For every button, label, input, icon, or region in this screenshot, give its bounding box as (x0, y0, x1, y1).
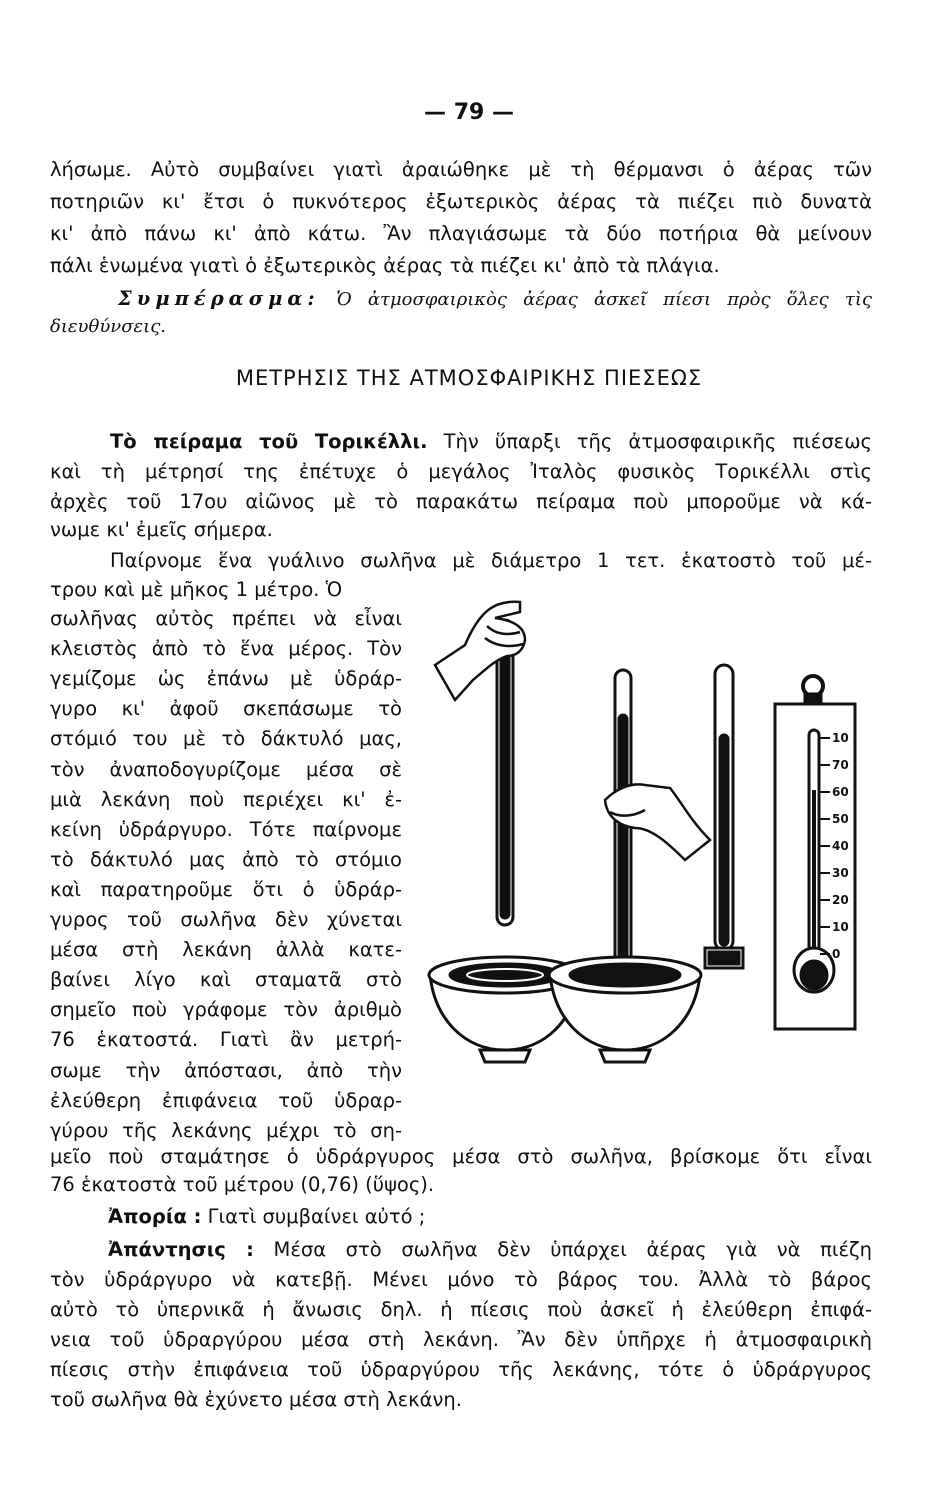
procedure-line: Παίρνομε ἕνα γυάλινο σωλῆνα μὲ διάμετρο 1 τετ. ἑκατοστὸ τοῦ μέ- (110, 549, 872, 572)
conclusion-label: Συμπέρασμα: (118, 287, 320, 310)
experiment-line: ἀρχὲς τοῦ 17ου αἰῶνος μὲ τὸ παρακάτω πείραμα ποὺ μποροῦμε νὰ κά- (50, 490, 872, 513)
answer-line: τὸν ὑδράργυρο νὰ κατεβῇ. Μένει μόνο τὸ βάρος του. Ἀλλὰ τὸ βάρος (50, 1268, 872, 1291)
thermometer-label: 20 (832, 893, 849, 907)
experiment-text: Τὴν ὕπαρξι τῆς ἀτμοσφαιρικῆς πιέσεως (443, 430, 872, 453)
procedure-narrow-line: μιὰ λεκάνη ποὺ περιέχει κι' ἐ- (50, 787, 402, 811)
thermometer-label: 0 (832, 947, 841, 961)
intro-line: πάλι ἑνωμένα γιατὶ ὁ ἐξωτερικὸς ἀέρας τὰ πιέζει κι' ἀπὸ τὰ πλάγια. (50, 254, 720, 277)
page-number: — 79 — (424, 100, 514, 125)
section-heading: ΜΕΤΡΗΣΙΣ ΤΗΣ ΑΤΜΟΣΦΑΙΡΙΚΗΣ ΠΙΕΣΕΩΣ (235, 366, 703, 390)
procedure-narrow-line: σωλῆνας αὐτὸς πρέπει νὰ εἶναι (50, 607, 402, 630)
conclusion-line-2: διευθύνσεις. (50, 316, 167, 337)
procedure-narrow-line: γυρος τοῦ σωλῆνα δὲν χύνεται (50, 908, 402, 931)
experiment-title: Τὸ πείραμα τοῦ Τορικέλλι. (110, 430, 428, 453)
intro-line: κι' ἀπὸ πάνω κι' ἀπὸ κάτω. Ἂν πλαγιάσωμε τὰ δύο ποτήρια θὰ μείνουν (50, 222, 872, 245)
answer-line: πίεσις στὴν ἐπιφάνεια τοῦ ὑδραργύρου τῆς λεκάνης, τότε ὁ ὑδράργυρος (50, 1358, 872, 1381)
bowl-right (549, 957, 701, 1062)
procedure-narrow-line: σημεῖο ποὺ γράφομε τὸν ἀριθμὸ (50, 998, 402, 1022)
procedure-narrow-line: 76 ἑκατοστά. Γιατὶ ἂν μετρή- (50, 1028, 402, 1052)
thermometer-label: 10 (832, 920, 849, 934)
question-text: Γιατὶ συμβαίνει αὐτό ; (207, 1205, 426, 1228)
procedure-narrow-line: κείνη ὑδράργυρο. Τότε παίρνομε (50, 817, 402, 841)
procedure-line: τρου καὶ μὲ μῆκος 1 μέτρο. Ὁ (50, 578, 343, 601)
answer-text: Μέσα στὸ σωλῆνα δὲν ὑπάρχει ἀέρας γιὰ νὰ πιέζη (273, 1238, 872, 1261)
conclusion-line (118, 285, 872, 314)
procedure-narrow-line: ἐλεύθερη ἐπιφάνεια τοῦ ὑδραρ- (50, 1088, 402, 1112)
thermometer-label: 30 (832, 866, 849, 880)
answer-line: νεια τοῦ ὑδραργύρου μέσα στὴ λεκάνη. Ἂν δὲν ὑπῆρχε ἡ ἀτμοσφαιρικὴ (50, 1328, 872, 1351)
procedure-narrow-line: κλειστὸς ἀπὸ τὸ ἕνα μέρος. Τὸν (50, 637, 402, 661)
procedure-narrow-line: γεμίζομε ὡς ἐπάνω μὲ ὑδράρ- (50, 667, 402, 691)
thermometer-label: 10 (832, 731, 849, 745)
thermometer-label: 40 (832, 839, 849, 853)
procedure-narrow-line: γύρου τῆς λεκάνης μέχρι τὸ ση- (50, 1118, 402, 1142)
question-line (108, 1203, 872, 1231)
procedure-narrow-line: τὸν ἀναποδογυρίζομε μέσα σὲ (50, 757, 402, 781)
thermometer-label: 50 (832, 812, 849, 826)
answer-first-line (108, 1236, 872, 1264)
procedure-end-line: 76 ἑκατοστὰ τοῦ μέτρου (0,76) (ὕψος). (50, 1173, 435, 1196)
thermometer-scale (820, 731, 849, 961)
procedure-narrow-line: τὸ δάκτυλό μας ἀπὸ τὸ στόμιο (50, 847, 402, 871)
intro-line: ποτηριῶν κι' ἔτσι ὁ πυκνότερος ἐξωτερικὸς ἀέρας τὰ πιέζει πιὸ δυνατὰ (50, 190, 872, 213)
thermometer-label: 60 (832, 785, 849, 799)
answer-line: τοῦ σωλῆνα θὰ ἐχύνετο μέσα στὴ λεκάνη. (50, 1388, 462, 1411)
barometer-tube (705, 665, 743, 968)
procedure-narrow-line: βαίνει λίγο καὶ σταματᾶ στὸ (50, 968, 402, 992)
answer-label: Ἀπάντησις : (108, 1238, 254, 1261)
procedure-narrow-line: γυρο κι' ἀφοῦ σκεπάσωμε τὸ (50, 697, 402, 721)
thermometer-label: 70 (832, 758, 849, 772)
experiment-line: καὶ τὴ μέτρησί της ἐπέτυχε ὁ μεγάλος Ἰταλὸς φυσικὸς Τορικέλλι στὶς (50, 460, 872, 483)
procedure-narrow-line: σωμε τὴν ἀπόστασι, ἀπὸ τὴν (50, 1058, 402, 1082)
intro-line: λήσωμε. Αὐτὸ συμβαίνει γιατὶ ἀραιώθηκε μὲ τὴ θέρμανσι ὁ ἀέρας τῶν (50, 158, 872, 181)
procedure-narrow-line: μέσα στὴ λεκάνη ἀλλὰ κατε- (50, 938, 402, 962)
tube-left (497, 620, 513, 925)
answer-line: αὐτὸ τὸ ὑπερνικᾶ ἡ ἄνωσις δηλ. ἡ πίεσις ποὺ ἀσκεῖ ἡ ἐλεύθερη ἐπιφά- (50, 1298, 872, 1321)
conclusion-text: Ὁ ἀτμοσφαιρικὸς ἀέρας ἀσκεῖ πίεσι πρὸς ὅλες τὶς (336, 289, 872, 310)
procedure-narrow-line: καὶ παρατηροῦμε ὅτι ὁ ὑδράρ- (50, 877, 402, 901)
torricelli-illustration (425, 590, 895, 1070)
procedure-narrow-line: στόμιό του μὲ τὸ δάκτυλό μας, (50, 727, 402, 751)
procedure-end-line: μεῖο ποὺ σταμάτησε ὁ ὑδράργυρος μέσα στὸ σωλῆνα, βρίσκομε ὅτι εἶναι (50, 1145, 872, 1168)
experiment-line: νωμε κι' ἐμεῖς σήμερα. (50, 518, 273, 541)
experiment-first-line (110, 428, 872, 456)
question-label: Ἀπορία : (108, 1205, 202, 1228)
